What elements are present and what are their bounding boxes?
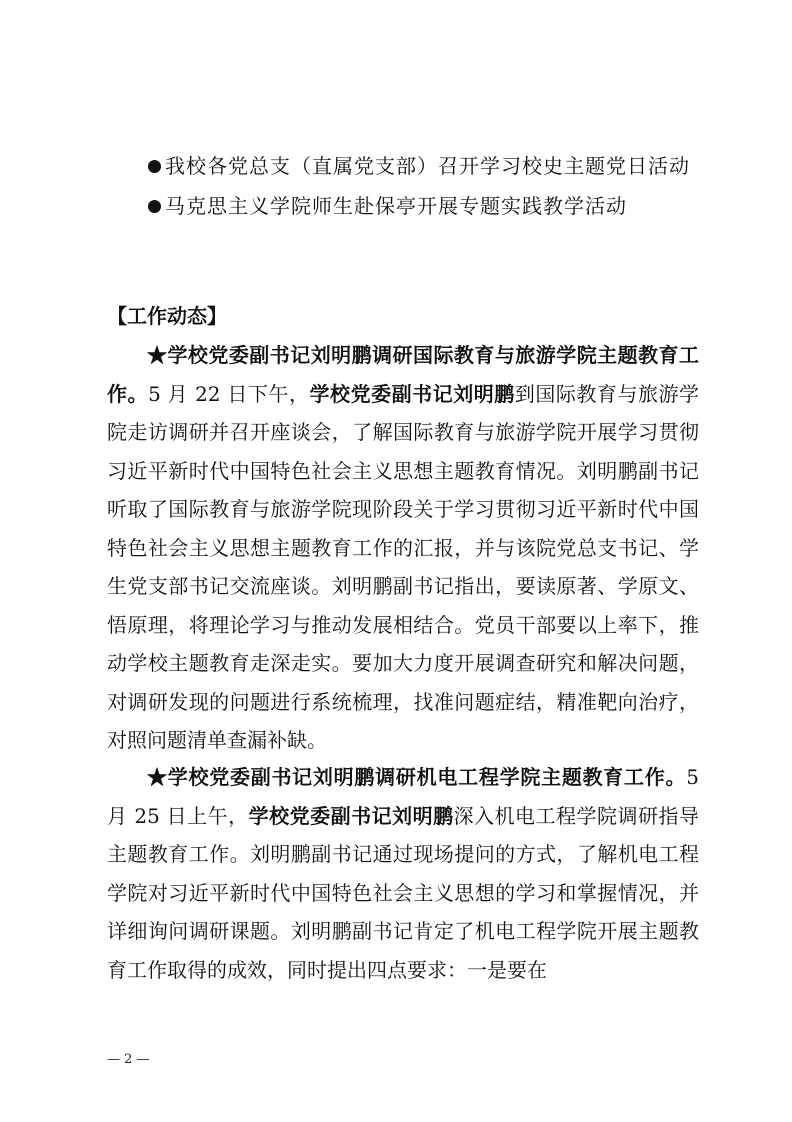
article-date: 5 月 25 日上午， <box>107 765 699 828</box>
page-number: — 2 — <box>107 1052 150 1067</box>
article-headline: ★学校党委副书记刘明鹏调研机电工程学院主题教育工作。 <box>147 765 687 789</box>
article-date: 5 月 22 日下午， <box>148 381 310 406</box>
bullet-list <box>148 146 708 226</box>
article-body: 到国际教育与旅游学院走访调研并召开座谈会，了解国际教育与旅游学院开展学习贯彻习近平新时代中国特色社会主义思想主题教育情况。刘明鹏副书记听取了国际教育与旅游学院现阶段关于学习贯彻习近平新时代中国特色社会主义思想主题教育工作的汇报，并与该院党总支书记、学生党支部书记交流座谈。刘明鹏副书记指出，要读原著、学原文、悟原理，将理论学习与推动发展相结合。党员干部要以上率下，推动学校主题教育走深走实。要加大力度开展调查研究和解决问题，对调研发现的问题进行系统梳理，找准问题症结，精准靶向治疗，对照问题清单查漏补缺。 <box>107 381 700 752</box>
bullet-dot-icon <box>148 200 161 213</box>
article-paragraph <box>107 758 699 989</box>
bullet-dot-icon <box>148 160 161 173</box>
article-body: 深入机电工程学院调研指导主题教育工作。刘明鹏副书记通过现场提问的方式，了解机电工程学院对习近平新时代中国特色社会主义思想的学习和掌握情况，并详细询问调研课题。刘明鹏副书记肯定了机电工程学院开展主题教育工作取得的成效，同时提出四点要求：一是要在 <box>107 803 700 982</box>
article-bold-name: 学校党委副书记刘明鹏 <box>248 803 454 828</box>
bullet-text: 我校各党总支（直属党支部）召开学习校史主题党日活动 <box>165 154 690 178</box>
bullet-text: 马克思主义学院师生赴保亭开展专题实践教学活动 <box>165 194 627 218</box>
bullet-item <box>148 146 708 186</box>
section-heading: 【工作动态】 <box>107 304 227 328</box>
article-headline: ★学校党委副书记刘明鹏调研国际教育与旅游学院主题教育工作。 <box>107 343 699 406</box>
bullet-item <box>148 186 708 226</box>
article-paragraph <box>107 336 699 760</box>
article-bold-name: 学校党委副书记刘明鹏 <box>309 381 515 406</box>
